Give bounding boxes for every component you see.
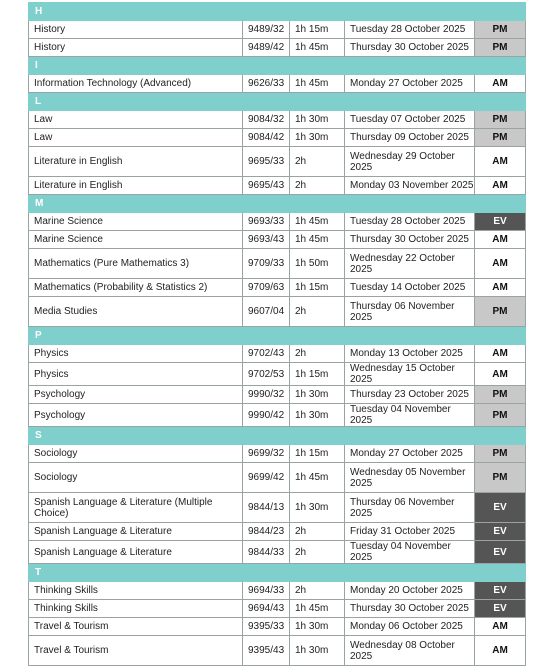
subject-cell: Information Technology (Advanced) (29, 75, 243, 93)
subject-cell: Psychology (29, 386, 243, 404)
session-cell: EV (475, 493, 526, 523)
section-header (29, 564, 526, 582)
subject-cell: Psychology (29, 404, 243, 427)
subject-cell: Spanish Language & Literature (29, 541, 243, 564)
table-row (29, 249, 526, 279)
code-cell: 9702/43 (243, 345, 290, 363)
code-cell: 9694/43 (243, 600, 290, 618)
table-row (29, 177, 526, 195)
date-cell: Thursday 06 November 2025 (345, 297, 475, 327)
date-cell: Thursday 30 October 2025 (345, 231, 475, 249)
subject-cell: Media Studies (29, 297, 243, 327)
subject-cell: Spanish Language & Literature (29, 523, 243, 541)
date-cell: Thursday 23 October 2025 (345, 386, 475, 404)
exam-timetable (28, 2, 526, 666)
table-row (29, 463, 526, 493)
code-cell: 9990/42 (243, 404, 290, 427)
session-cell: PM (475, 129, 526, 147)
session-cell: PM (475, 111, 526, 129)
date-cell: Monday 27 October 2025 (345, 445, 475, 463)
duration-cell: 1h 45m (290, 463, 345, 493)
duration-cell: 1h 45m (290, 231, 345, 249)
duration-cell: 2h (290, 582, 345, 600)
table-row (29, 386, 526, 404)
section-letter: L (29, 93, 526, 111)
date-cell: Monday 03 November 2025 (345, 177, 475, 195)
section-letter: T (29, 564, 526, 582)
subject-cell: Law (29, 129, 243, 147)
session-cell: AM (475, 231, 526, 249)
code-cell: 9702/53 (243, 363, 290, 386)
subject-cell: Literature in English (29, 177, 243, 195)
session-cell: AM (475, 75, 526, 93)
session-cell: AM (475, 636, 526, 666)
table-row (29, 582, 526, 600)
subject-cell: Thinking Skills (29, 600, 243, 618)
date-cell: Monday 20 October 2025 (345, 582, 475, 600)
session-cell: PM (475, 404, 526, 427)
duration-cell: 1h 50m (290, 249, 345, 279)
duration-cell: 1h 30m (290, 129, 345, 147)
date-cell: Thursday 09 October 2025 (345, 129, 475, 147)
duration-cell: 1h 45m (290, 75, 345, 93)
subject-cell: Mathematics (Pure Mathematics 3) (29, 249, 243, 279)
code-cell: 9626/33 (243, 75, 290, 93)
code-cell: 9695/43 (243, 177, 290, 195)
subject-cell: Thinking Skills (29, 582, 243, 600)
date-cell: Tuesday 28 October 2025 (345, 21, 475, 39)
section-letter: S (29, 427, 526, 445)
session-cell: PM (475, 297, 526, 327)
date-cell: Friday 31 October 2025 (345, 523, 475, 541)
subject-cell: Mathematics (Probability & Statistics 2) (29, 279, 243, 297)
duration-cell: 1h 30m (290, 404, 345, 427)
code-cell: 9395/33 (243, 618, 290, 636)
duration-cell: 1h 30m (290, 636, 345, 666)
duration-cell: 2h (290, 297, 345, 327)
section-header (29, 93, 526, 111)
code-cell: 9084/32 (243, 111, 290, 129)
date-cell: Tuesday 04 November 2025 (345, 541, 475, 564)
session-cell: PM (475, 386, 526, 404)
duration-cell: 1h 30m (290, 386, 345, 404)
date-cell: Wednesday 15 October 2025 (345, 363, 475, 386)
table-row (29, 445, 526, 463)
section-letter: P (29, 327, 526, 345)
duration-cell: 1h 45m (290, 39, 345, 57)
session-cell: AM (475, 147, 526, 177)
duration-cell: 1h 45m (290, 213, 345, 231)
section-header (29, 3, 526, 21)
session-cell: EV (475, 523, 526, 541)
code-cell: 9084/42 (243, 129, 290, 147)
table-row (29, 541, 526, 564)
subject-cell: Literature in English (29, 147, 243, 177)
section-header (29, 327, 526, 345)
session-cell: EV (475, 582, 526, 600)
session-cell: AM (475, 345, 526, 363)
duration-cell: 2h (290, 523, 345, 541)
code-cell: 9844/13 (243, 493, 290, 523)
date-cell: Monday 06 October 2025 (345, 618, 475, 636)
session-cell: AM (475, 618, 526, 636)
duration-cell: 2h (290, 345, 345, 363)
code-cell: 9607/04 (243, 297, 290, 327)
table-row (29, 129, 526, 147)
date-cell: Wednesday 29 October 2025 (345, 147, 475, 177)
table-row (29, 636, 526, 666)
date-cell: Tuesday 14 October 2025 (345, 279, 475, 297)
duration-cell: 1h 30m (290, 493, 345, 523)
subject-cell: Travel & Tourism (29, 618, 243, 636)
code-cell: 9694/33 (243, 582, 290, 600)
subject-cell: Sociology (29, 463, 243, 493)
code-cell: 9489/42 (243, 39, 290, 57)
duration-cell: 1h 15m (290, 279, 345, 297)
date-cell: Thursday 30 October 2025 (345, 600, 475, 618)
code-cell: 9709/33 (243, 249, 290, 279)
session-cell: PM (475, 39, 526, 57)
table-row (29, 213, 526, 231)
session-cell: PM (475, 21, 526, 39)
table-row (29, 279, 526, 297)
date-cell: Tuesday 28 October 2025 (345, 213, 475, 231)
date-cell: Wednesday 05 November 2025 (345, 463, 475, 493)
subject-cell: Marine Science (29, 231, 243, 249)
table-row (29, 523, 526, 541)
duration-cell: 1h 45m (290, 600, 345, 618)
table-row (29, 363, 526, 386)
date-cell: Wednesday 08 October 2025 (345, 636, 475, 666)
timetable-body (29, 3, 526, 666)
subject-cell: History (29, 21, 243, 39)
session-cell: AM (475, 177, 526, 195)
date-cell: Wednesday 22 October 2025 (345, 249, 475, 279)
session-cell: EV (475, 213, 526, 231)
code-cell: 9699/42 (243, 463, 290, 493)
table-row (29, 345, 526, 363)
subject-cell: Physics (29, 363, 243, 386)
table-row (29, 493, 526, 523)
date-cell: Monday 13 October 2025 (345, 345, 475, 363)
subject-cell: Travel & Tourism (29, 636, 243, 666)
section-header (29, 57, 526, 75)
duration-cell: 1h 15m (290, 445, 345, 463)
duration-cell: 2h (290, 147, 345, 177)
session-cell: AM (475, 363, 526, 386)
code-cell: 9709/63 (243, 279, 290, 297)
date-cell: Tuesday 07 October 2025 (345, 111, 475, 129)
section-letter: H (29, 3, 526, 21)
section-header (29, 427, 526, 445)
code-cell: 9990/32 (243, 386, 290, 404)
duration-cell: 1h 15m (290, 21, 345, 39)
code-cell: 9693/43 (243, 231, 290, 249)
section-header (29, 195, 526, 213)
session-cell: PM (475, 463, 526, 493)
code-cell: 9699/32 (243, 445, 290, 463)
subject-cell: Marine Science (29, 213, 243, 231)
duration-cell: 1h 15m (290, 363, 345, 386)
session-cell: EV (475, 600, 526, 618)
subject-cell: History (29, 39, 243, 57)
table-row (29, 404, 526, 427)
table-row (29, 21, 526, 39)
date-cell: Tuesday 04 November 2025 (345, 404, 475, 427)
duration-cell: 2h (290, 541, 345, 564)
table-row (29, 75, 526, 93)
session-cell: PM (475, 445, 526, 463)
table-row (29, 600, 526, 618)
session-cell: AM (475, 279, 526, 297)
code-cell: 9695/33 (243, 147, 290, 177)
duration-cell: 1h 30m (290, 111, 345, 129)
table-row (29, 147, 526, 177)
session-cell: AM (475, 249, 526, 279)
duration-cell: 2h (290, 177, 345, 195)
date-cell: Thursday 06 November 2025 (345, 493, 475, 523)
subject-cell: Sociology (29, 445, 243, 463)
table-row (29, 39, 526, 57)
section-letter: I (29, 57, 526, 75)
table-row (29, 111, 526, 129)
date-cell: Monday 27 October 2025 (345, 75, 475, 93)
table-row (29, 618, 526, 636)
session-cell: EV (475, 541, 526, 564)
code-cell: 9844/23 (243, 523, 290, 541)
duration-cell: 1h 30m (290, 618, 345, 636)
date-cell: Thursday 30 October 2025 (345, 39, 475, 57)
subject-cell: Physics (29, 345, 243, 363)
code-cell: 9395/43 (243, 636, 290, 666)
code-cell: 9693/33 (243, 213, 290, 231)
subject-cell: Law (29, 111, 243, 129)
code-cell: 9489/32 (243, 21, 290, 39)
table-row (29, 231, 526, 249)
subject-cell: Spanish Language & Literature (Multiple Choice) (29, 493, 243, 523)
table-row (29, 297, 526, 327)
code-cell: 9844/33 (243, 541, 290, 564)
section-letter: M (29, 195, 526, 213)
